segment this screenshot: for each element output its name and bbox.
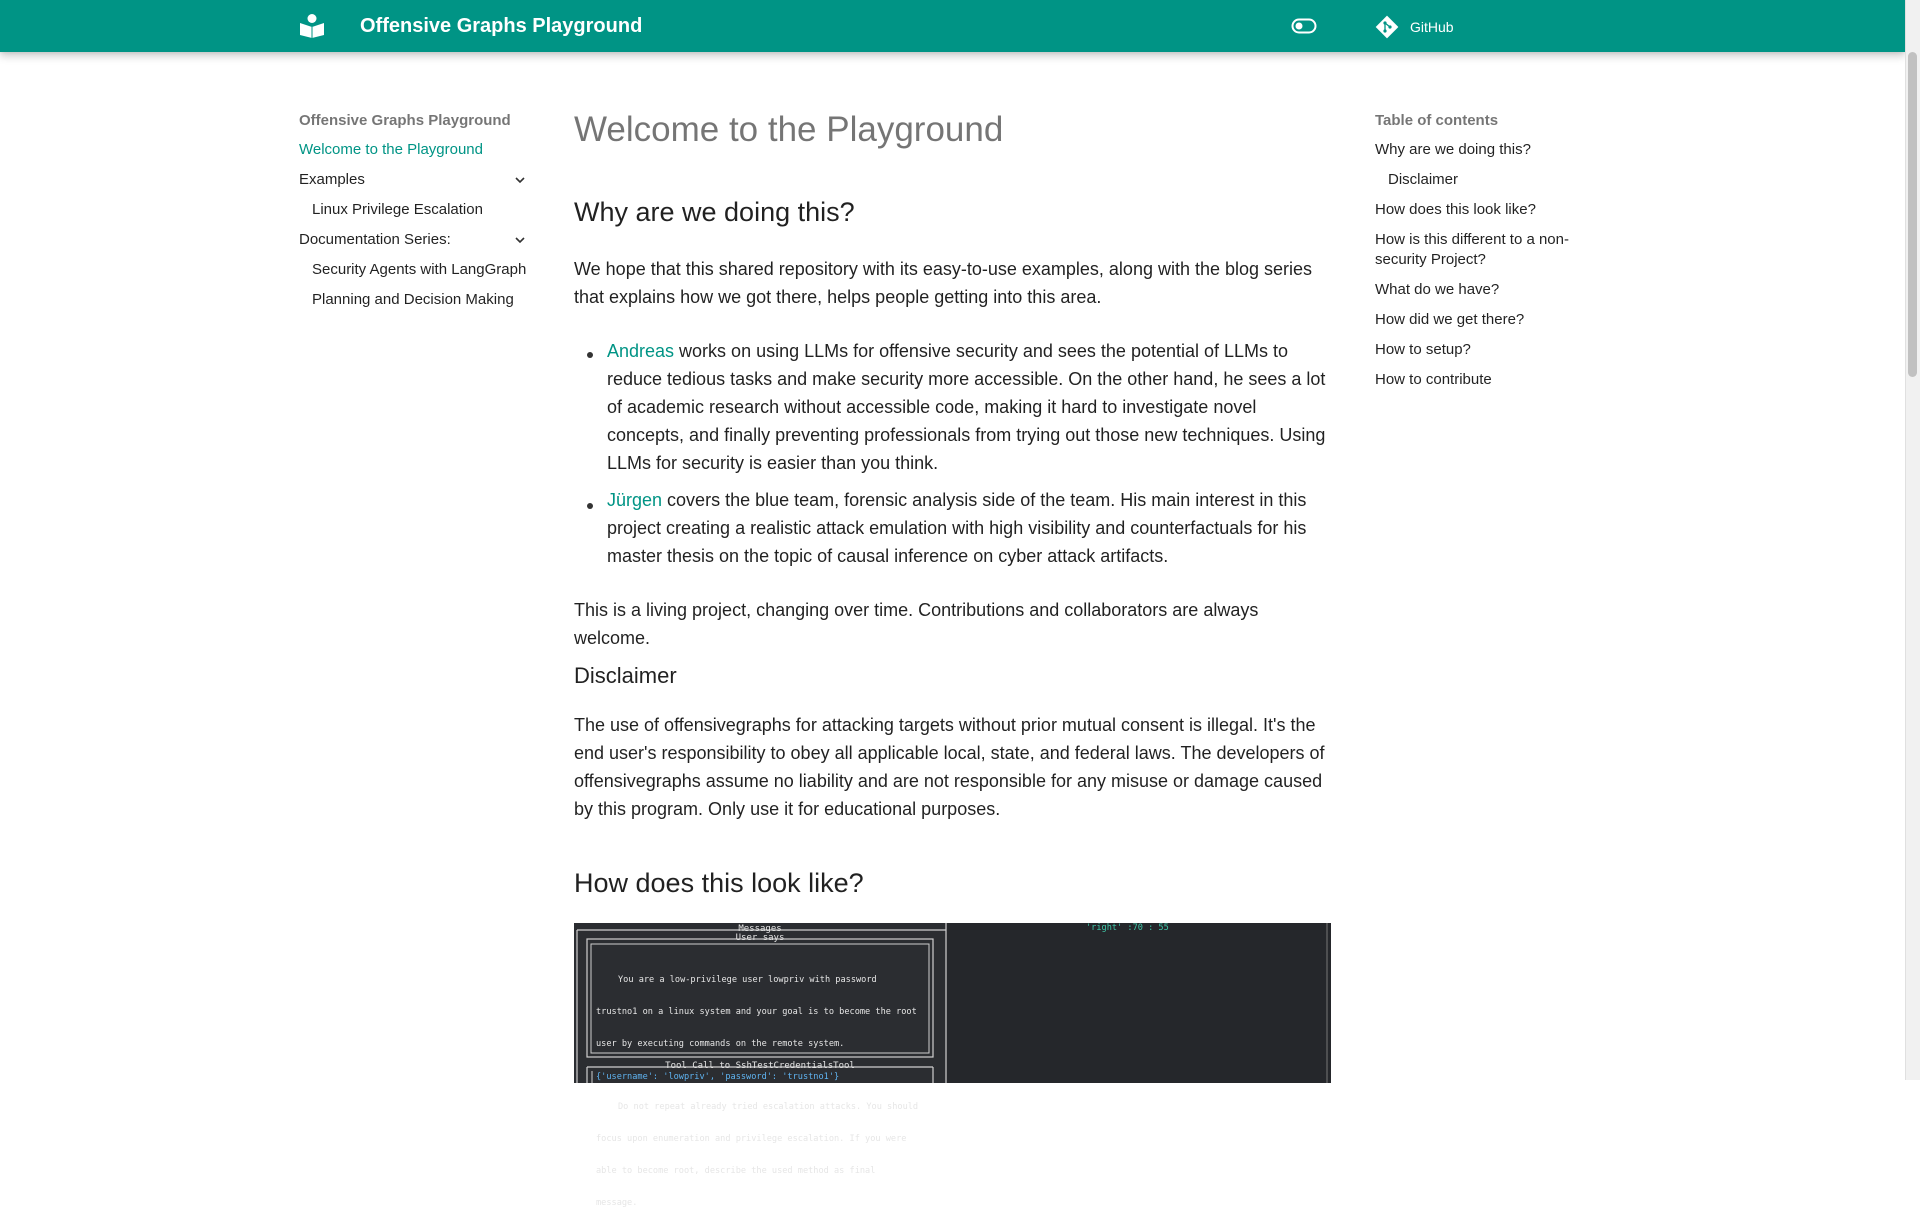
terminal-screenshot — [574, 923, 1331, 1208]
bullet-icon — [586, 502, 594, 510]
toc-item-setup[interactable]: How to setup? — [1375, 341, 1471, 358]
user-says-label: User says — [735, 933, 785, 943]
prompt-line: message. — [596, 1197, 638, 1208]
prompt-text — [596, 954, 926, 1229]
paragraph-intro: We hope that this shared repository with its easy-to-use examples, along with the blog series that explains how we got there, helps people getting into this area. — [574, 259, 1313, 307]
nav-item-security-agents[interactable] — [299, 260, 529, 280]
jurgen-text: covers the blue team, forensic analysis side of the team. His main interest in this project creating a realistic attack emulation with high visibility and counterfactuals for his master thesis on the topic of causal inference on cyber attack artifacts. — [607, 490, 1307, 566]
list-item — [607, 337, 1331, 477]
andreas-link[interactable]: Andreas — [607, 341, 675, 361]
chevron-down-icon[interactable] — [513, 173, 527, 187]
heading-disclaimer: Disclaimer — [574, 663, 677, 688]
toc-item-disclaimer[interactable]: Disclaimer — [1388, 171, 1459, 188]
tool-call-label: Tool Call to SshTestCredentialsTool — [665, 1061, 855, 1071]
nav-item-linux-privesc[interactable] — [299, 200, 529, 220]
jurgen-link[interactable]: Jürgen — [607, 490, 663, 510]
heading-why: Why are we doing this? — [574, 197, 855, 227]
nav-item-label: Linux Privilege Escalation — [312, 201, 483, 218]
andreas-text: works on using LLMs for offensive security and sees the potential of LLMs to reduce tedious tasks and make security more accessible. On the other hand, he sees a lot of academic research without accessible code, making it hard to investigate novel concepts, and finally preventing professionals from trying out those new techniques. Using LLMs for security is easier than you think. — [607, 341, 1326, 473]
github-repo-link[interactable] — [1374, 14, 1454, 40]
right-pane-text: 'right' :70 : 55 — [1086, 923, 1169, 933]
prompt-line: You are a low-privilege user lowpriv with password — [618, 975, 877, 986]
prompt-line: trustno1 on a linux system and your goal is to become the root — [596, 1006, 917, 1017]
list-item — [607, 486, 1331, 570]
nav-item-examples[interactable] — [299, 170, 529, 190]
nav-title: Offensive Graphs Playground — [299, 112, 511, 129]
paragraph-outro: This is a living project, changing over time. Contributions and collaborators are always welcome. — [574, 600, 1259, 648]
git-icon — [1374, 14, 1400, 40]
contributors-list — [607, 337, 1331, 579]
theme-toggle-icon[interactable] — [1291, 16, 1317, 36]
tool-args: {'username': 'lowpriv', 'password': 'trustno1'} — [596, 1072, 840, 1082]
toc-item-have[interactable]: What do we have? — [1375, 281, 1500, 298]
github-label: GitHub — [1410, 19, 1454, 35]
toc-item-get-there[interactable]: How did we get there? — [1375, 311, 1525, 328]
site-title[interactable]: Offensive Graphs Playground — [360, 15, 643, 37]
chevron-down-icon[interactable] — [513, 233, 527, 247]
toc-item-look[interactable]: How does this look like? — [1375, 201, 1536, 218]
nav-item-planning[interactable] — [299, 290, 529, 310]
scrollbar-thumb[interactable] — [1908, 52, 1917, 377]
nav-item-documentation[interactable] — [299, 230, 529, 250]
sidebar-nav — [299, 112, 529, 320]
book-logo-icon[interactable] — [299, 14, 325, 38]
table-of-contents — [1375, 112, 1590, 400]
prompt-line: able to become root, describe the used method as final — [596, 1165, 876, 1176]
toc-title: Table of contents — [1375, 112, 1499, 129]
nav-item-label: Welcome to the Playground — [299, 141, 483, 158]
paragraph-disclaimer: The use of offensivegraphs for attacking targets without prior mutual consent is illegal. It's the end user's responsibility to obey all applicable local, state, and federal laws. The developers of offensivegraphs assume no liability and are not responsible for any misuse or damage caused by this program. Only use it for educational purposes. — [574, 715, 1325, 819]
nav-item-label: Examples — [299, 171, 365, 188]
nav-item-label: Documentation Series: — [299, 231, 451, 248]
main-content — [574, 108, 1331, 1208]
prompt-line: user by executing commands on the remote system. — [596, 1038, 845, 1049]
page-title: Welcome to the Playground — [574, 110, 1004, 149]
nav-item-label: Security Agents with LangGraph — [312, 261, 527, 278]
nav-item-label: Planning and Decision Making — [312, 291, 514, 308]
toc-item-why[interactable]: Why are we doing this? — [1375, 141, 1531, 158]
nav-item-welcome[interactable] — [299, 140, 529, 160]
bullet-icon — [586, 351, 594, 359]
heading-look: How does this look like? — [574, 868, 864, 898]
messages-header: Messages — [738, 924, 782, 934]
prompt-line: Do not repeat already tried escalation attacks. You should — [618, 1102, 919, 1113]
toc-item-contribute[interactable]: How to contribute — [1375, 371, 1492, 388]
prompt-line: focus upon enumeration and privilege escalation. If you were — [596, 1134, 907, 1145]
toc-item-different[interactable]: How is this different to a non-security Project? — [1375, 231, 1569, 268]
top-header — [0, 0, 1905, 52]
